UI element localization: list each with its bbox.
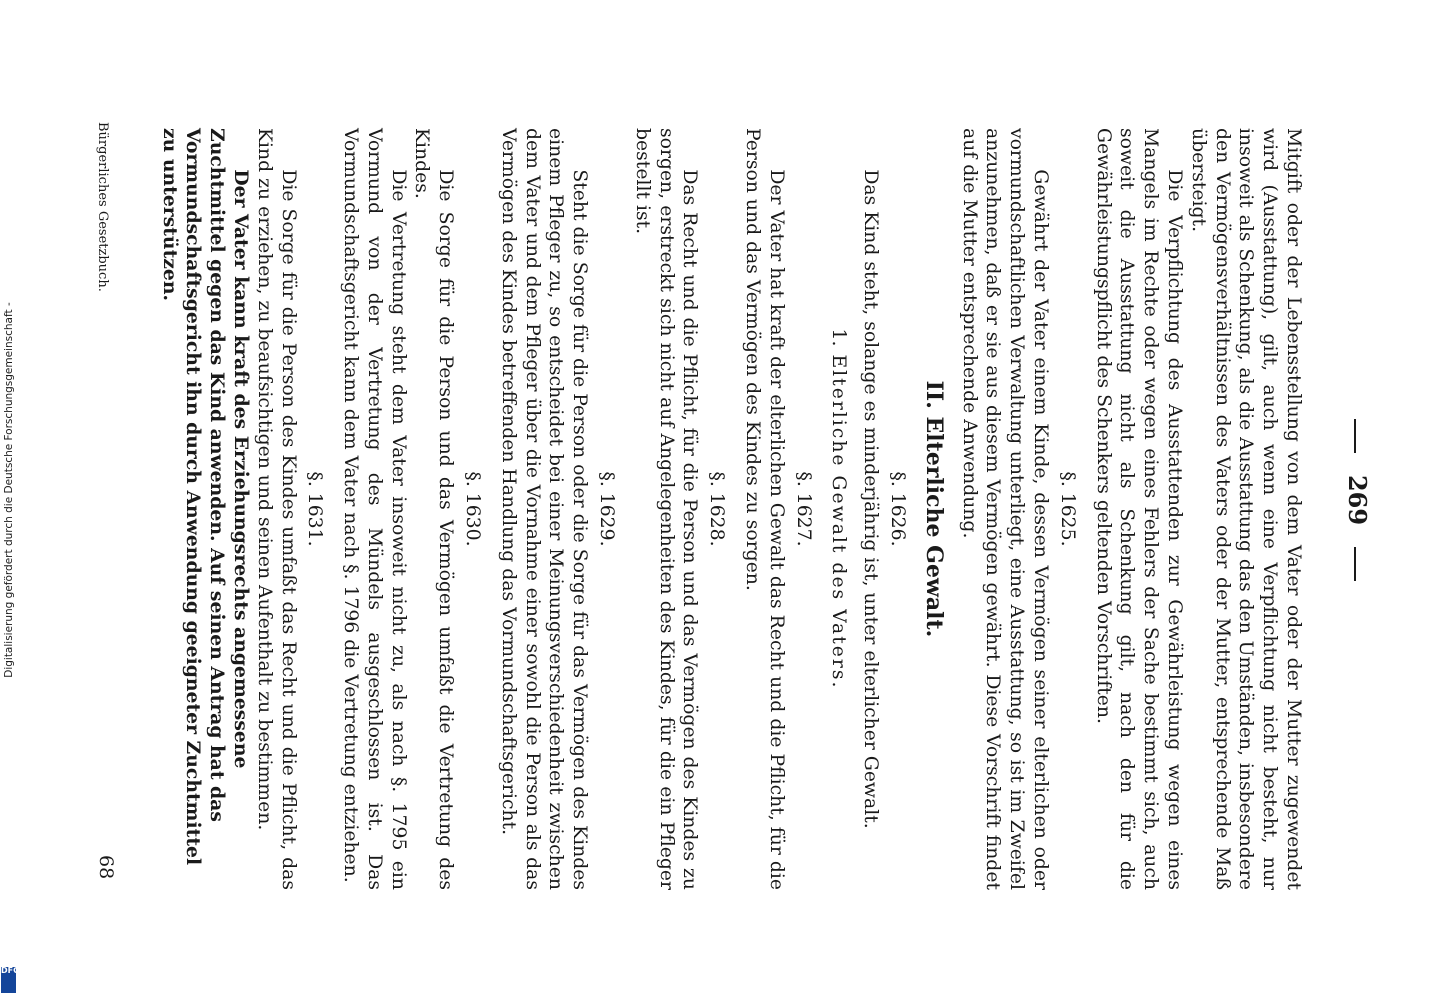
page-number: 269 xyxy=(1343,474,1372,526)
section-heading-1627: §. 1627. xyxy=(792,471,814,547)
paragraph-1627: Der Vater hat kraft der elterlichen Gewalt das Recht und die Pflicht, für die Person und das Vermögen des Kindes zu sorgen. xyxy=(742,128,787,890)
section-heading-1628: §. 1628. xyxy=(706,471,728,547)
paragraph-1628: Das Recht und die Pflicht, für die Person und das Vermögen des Kindes zu sorgen, erstreckt sich nicht auf Angelegenheiten des Kindes, für die ein Pfleger bestellt ist. xyxy=(631,128,701,890)
paragraph-1629: Steht die Sorge für die Person oder die Sorge für das Vermögen des Kindes einem Pfleger zu, so entscheidet bei einer Meinungsverschiedenheit zwischen dem Vater und dem Pfleger über die Vornahme einer sowohl die Person als das Vermögen des Kindes betreffenden Handlung das Vormundschaftsgericht. xyxy=(497,128,591,890)
paragraph-1630-2: Die Vertretung steht dem Vater insoweit nicht zu, als nach §. 1795 ein Vormund von der Vertretung des Mündels ausgeschlossen ist. Das Vormundschaftsgericht kann dem Vater nach §. 1796 die Vertretung entziehen. xyxy=(340,128,409,890)
dfg-logo xyxy=(1,966,20,993)
subchapter-heading xyxy=(827,128,851,890)
section-heading-1626: §. 1626. xyxy=(887,471,909,547)
page-body xyxy=(157,128,1305,890)
paragraph-1625: Gewährt der Vater einem Kinde, dessen Vermögen seiner elterlichen oder vormundschaftlichen Verwaltung unterliegt, eine Ausstattung, so ist im Zweifel anzunehmen, daß er sie aus diesem Vermögen gewährt. Diese Vorschrift findet auf die Mutter entsprechende Anwendung. xyxy=(958,128,1052,890)
digitization-sidebar xyxy=(0,0,18,1000)
section-heading-1630: §. 1630. xyxy=(462,471,484,547)
section-heading-1631: §. 1631. xyxy=(304,471,326,547)
section-heading-1625: §. 1625. xyxy=(1056,471,1078,547)
digitization-credit: Digitalisierung gefördert durch die Deutsche Forschungsgemeinschaft - xyxy=(3,302,15,678)
section-heading-1629: §. 1629. xyxy=(596,471,618,547)
dash-right xyxy=(1355,547,1357,581)
footer-book-title: Bürgerliches Gesetzbuch. xyxy=(95,122,110,292)
subchapter-title: Elterliche Gewalt des Vaters. xyxy=(828,354,850,690)
dfg-logo-text: DFG xyxy=(1,966,20,975)
paragraph-1631-2: Der Vater kann kraft des Erziehungsrechts angemessene Zuchtmittel gegen das Kind anwenden. Auf seinen Antrag hat das Vormundschaftsgericht ihn durch Anwendung geeigneter Zuchtmittel zu unterstützen. xyxy=(158,128,252,866)
chapter-heading: II. Elterliche Gewalt. xyxy=(920,380,947,638)
paragraph-1624-2: Die Verpflichtung des Ausstattenden zur Gewährleistung wegen eines Mangels im Rechte oder wegen eines Fehlers der Sache bestimmt sich, auch soweit die Ausstattung nicht als Schenkung gilt, nach den für die Gewährleistungspflicht des Schenkers geltenden Vorschriften. xyxy=(1092,128,1186,890)
continuation-paragraph: Mitgift oder der Lebensstellung von dem Vater oder der Mutter zugewendet wird (Ausstattung), gilt, auch wenn eine Verpflichtung nicht besteht, nur insoweit als Schenkung, als die Ausstattung das den Umständen, insbesondere den Vermögensverhältnissen des Vaters oder der Mutter, entsprechende Maß übersteigt. xyxy=(1187,128,1304,890)
page-number-line xyxy=(1343,0,1372,1000)
subchapter-number: 1. xyxy=(828,328,850,347)
footer-sheet-number: 68 xyxy=(95,855,117,880)
paragraph-1631-1: Die Sorge für die Person des Kindes umfaßt das Recht und die Pflicht, das Kind zu erziehen, zu beaufsichtigen und seinen Aufenthalt zu bestimmen. xyxy=(253,128,299,890)
paragraph-1630-1: Die Sorge für die Person und das Vermögen umfaßt die Vertretung des Kindes. xyxy=(411,128,457,890)
paragraph-1626: Das Kind steht, solange es minderjährig ist, unter elterlicher Gewalt. xyxy=(860,169,882,829)
dash-left xyxy=(1355,419,1357,453)
